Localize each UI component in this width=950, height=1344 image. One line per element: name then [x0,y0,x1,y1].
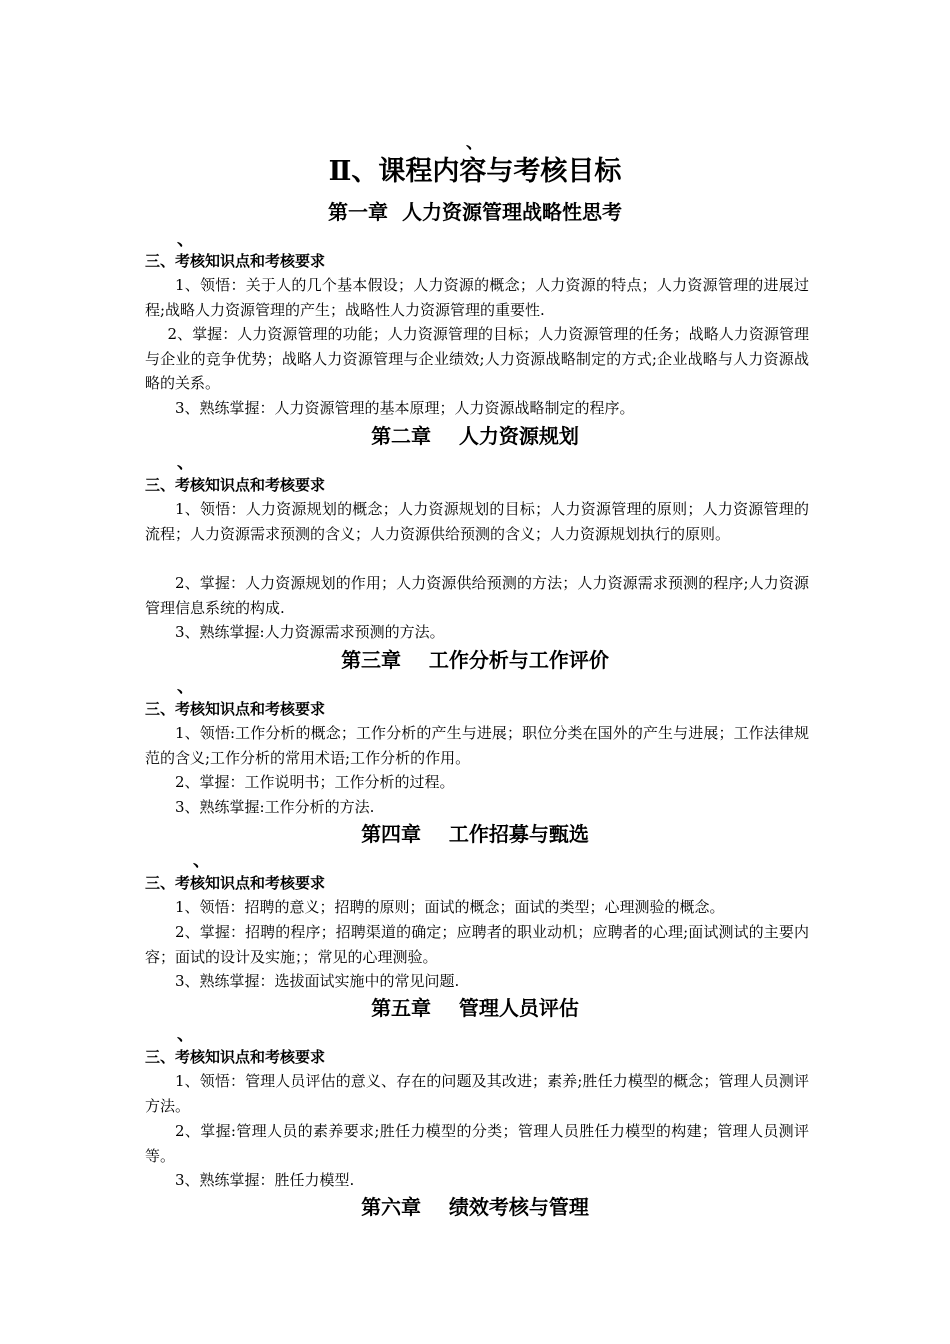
chapter-5-paragraph-1: 1、领悟：管理人员评估的意义、存在的问题及其改进；素养;胜任力模型的概念；管理人员测评方法。 [145,1072,809,1115]
chapter-5-paragraph-3: 3、熟练掌握：胜任力模型. [175,1171,355,1189]
chapter-4-paragraph-1: 1、领悟：招聘的意义；招聘的原则；面试的概念；面试的类型；心理测验的概念。 [175,898,725,916]
chapter-4-paragraph-2: 2、掌握：招聘的程序；招聘渠道的确定；应聘者的职业动机；应聘者的心理;面试测试的主要内容；面试的设计及实施；；常见的心理测验。 [145,923,809,966]
chapter-4-mark: 、 [193,851,210,871]
chapter-5-mark: 、 [177,1025,194,1045]
chapter-3-title: 第三章 工作分析与工作评价 [341,648,609,672]
chapter-6-title: 第六章 绩效考核与管理 [361,1195,589,1219]
chapter-4-title: 第四章 工作招募与甄选 [361,822,589,846]
chapter-3-section-heading: 三、考核知识点和考核要求 [145,700,326,718]
chapter-5-paragraph-2: 2、掌握:管理人员的素养要求;胜任力模型的分类；管理人员胜任力模型的构建；管理人员测评等。 [145,1122,809,1165]
chapter-4-section-heading: 三、考核知识点和考核要求 [145,874,326,892]
chapter-2-paragraph-1: 1、领悟：人力资源规划的概念；人力资源规划的目标；人力资源管理的原则；人力资源管理的流程；人力资源需求预测的含义；人力资源供给预测的含义；人力资源规划执行的原则。 [145,500,809,543]
page-title: Ⅱ、课程内容与考核目标 [328,156,622,187]
chapter-2-paragraph-2: 2、掌握：人力资源规划的作用；人力资源供给预测的方法；人力资源需求预测的程序;人力资源管理信息系统的构成. [145,574,809,617]
chapter-3-mark: 、 [177,677,194,697]
chapter-1-paragraph-2: 2、掌握：人力资源管理的功能；人力资源管理的目标；人力资源管理的任务；战略人力资源管理与企业的竞争优势；战略人力资源管理与企业绩效;人力资源战略制定的方式;企业战略与人力资源战略的关系。 [145,325,809,392]
chapter-4-paragraph-3: 3、熟练掌握：选拔面试实施中的常见问题. [175,972,460,990]
chapter-1-title: 第一章 人力资源管理战略性思考 [328,200,622,224]
top-mark: 、 [466,133,483,153]
chapter-5-title: 第五章 管理人员评估 [371,996,579,1020]
chapter-1-paragraph-1: 1、领悟：关于人的几个基本假设；人力资源的概念；人力资源的特点；人力资源管理的进展过程;战略人力资源管理的产生；战略性人力资源管理的重要性. [145,276,809,319]
chapter-3-paragraph-2: 2、掌握：工作说明书；工作分析的过程。 [175,773,455,791]
chapter-1-mark: 、 [177,230,194,250]
chapter-5-section-heading: 三、考核知识点和考核要求 [145,1048,326,1066]
chapter-3-paragraph-3: 3、熟练掌握:工作分析的方法. [175,798,375,816]
chapter-2-mark: 、 [177,453,194,473]
chapter-2-title: 第二章 人力资源规划 [371,424,579,448]
chapter-3-paragraph-1: 1、领悟:工作分析的概念；工作分析的产生与进展；职位分类在国外的产生与进展；工作法律规范的含义;工作分析的常用术语;工作分析的作用。 [145,724,809,767]
chapter-1-paragraph-3: 3、熟练掌握：人力资源管理的基本原理；人力资源战略制定的程序。 [175,399,635,417]
chapter-1-section-heading: 三、考核知识点和考核要求 [145,252,326,270]
chapter-2-section-heading: 三、考核知识点和考核要求 [145,476,326,494]
chapter-2-paragraph-3: 3、熟练掌握:人力资源需求预测的方法。 [175,623,445,641]
